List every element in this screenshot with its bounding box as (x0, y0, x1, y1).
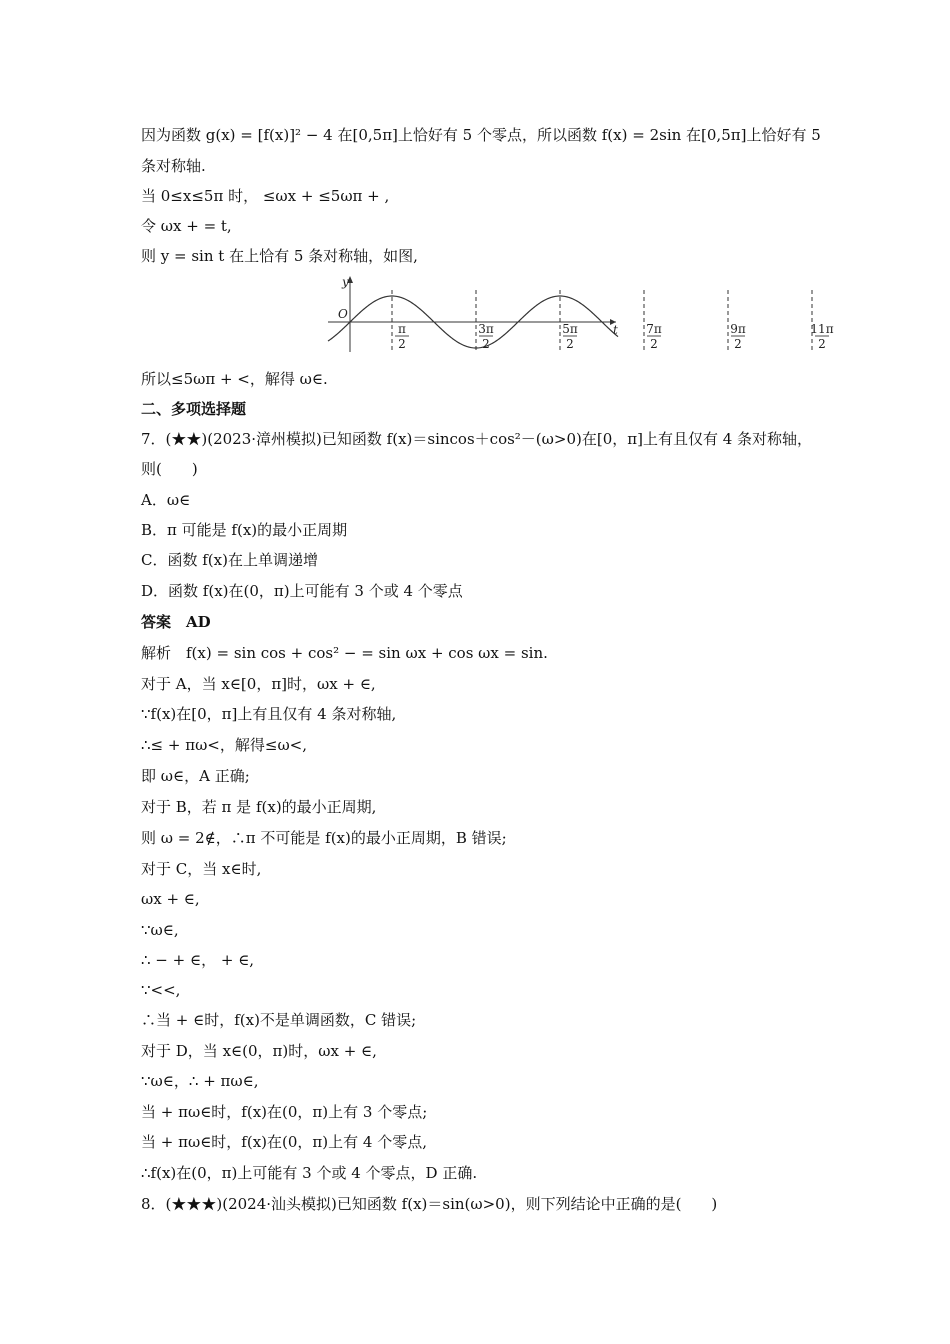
question-7-stem: 7．(★★)(2023·漳州模拟)已知函数 f(x)＝sincos＋cos²－(ω>0)在[0，π]上有且仅有 4 条对称轴， (141, 430, 813, 448)
text-line: 对于 B，若 π 是 f(x)的最小正周期, (141, 798, 377, 816)
tick-label-denominator: 2 (734, 337, 742, 351)
text-line: 对于 D，当 x∈(0，π)时，ωx + ∈, (141, 1042, 377, 1060)
text-line: 则( ) (141, 460, 198, 478)
tick-label-numerator: 9π (730, 322, 746, 336)
tick-label-numerator: 7π (646, 322, 662, 336)
tick-label-denominator: 2 (566, 337, 574, 351)
tick-label-numerator: 3π (478, 322, 494, 336)
tick-label-denominator: 2 (398, 337, 406, 351)
text-line: ∵f(x)在[0，π]上有且仅有 4 条对称轴, (141, 705, 397, 723)
question-8-stem: 8．(★★★)(2024·汕头模拟)已知函数 f(x)＝sin(ω>0)，则下列结论中正确的是( ) (141, 1195, 718, 1213)
text-line: ωx + ∈, (141, 890, 200, 908)
option-b: B．π 可能是 f(x)的最小正周期 (141, 521, 348, 539)
analysis-line: 解析 f(x) = sin cos + cos² − = sin ωx + cos ωx = sin. (141, 644, 548, 662)
text-line: 所以≤5ωπ + <，解得 ω∈. (141, 370, 328, 388)
y-axis-label: y (342, 275, 349, 289)
text-line: 条对称轴. (141, 157, 206, 175)
text-line: ∴f(x)在(0，π)上可能有 3 个或 4 个零点，D 正确. (141, 1164, 478, 1182)
text-line: ∴ − + ∈， + ∈, (141, 951, 255, 969)
text-line: ∵<<, (141, 981, 181, 999)
tick-label (478, 322, 494, 351)
text-line: 即 ω∈，A 正确; (141, 767, 250, 785)
tick-label (646, 322, 662, 351)
text-line: ∴当 + ∈时，f(x)不是单调函数，C 错误; (141, 1011, 417, 1029)
text-line: 当 0≤x≤5π 时， ≤ωx + ≤5ωπ + , (141, 187, 390, 205)
option-d: D．函数 f(x)在(0，π)上可能有 3 个或 4 个零点 (141, 582, 463, 600)
sine-graph (322, 272, 834, 356)
tick-label-denominator: 2 (818, 337, 826, 351)
text-line: 当 + πω∈时，f(x)在(0，π)上有 4 个零点, (141, 1133, 427, 1151)
section-heading: 二、多项选择题 (141, 400, 247, 418)
t-axis-label: t (613, 323, 618, 337)
text-line: 令 ωx + = t, (141, 217, 232, 235)
text-line: 则 ω = 2∉，∴π 不可能是 f(x)的最小正周期，B 错误; (141, 829, 507, 847)
tick-label-denominator: 2 (650, 337, 658, 351)
text-line: ∴≤ + πω<，解得≤ω<, (141, 736, 308, 754)
text-line: 对于 C，当 x∈时, (141, 860, 262, 878)
text-line: ∵ω∈, (141, 921, 179, 939)
tick-label-numerator: 11π (810, 322, 834, 336)
tick-label-numerator: 5π (562, 322, 578, 336)
origin-label: O (338, 307, 348, 321)
text-line: ∵ω∈，∴ + πω∈, (141, 1072, 259, 1090)
tick-label (395, 322, 409, 351)
text-line: 当 + πω∈时，f(x)在(0，π)上有 3 个零点; (141, 1103, 428, 1121)
tick-label-numerator: π (398, 322, 406, 336)
text-line: 因为函数 g(x) = [f(x)]² − 4 在[0,5π]上恰好有 5 个零点，所以函数 f(x) = 2sin 在[0,5π]上恰好有 5 (141, 126, 821, 144)
option-a: A．ω∈ (141, 491, 191, 509)
tick-label (810, 322, 833, 351)
tick-label (562, 322, 578, 351)
tick-label (730, 322, 746, 351)
text-line: 对于 A，当 x∈[0，π]时，ωx + ∈, (141, 675, 376, 693)
option-c: C．函数 f(x)在上单调递增 (141, 551, 318, 569)
sine-symmetry-axis-figure (322, 272, 834, 356)
tick-label-denominator: 2 (482, 337, 490, 351)
text-line: 则 y = sin t 在上恰有 5 条对称轴，如图, (141, 247, 418, 265)
answer-line: 答案 AD (141, 613, 211, 631)
